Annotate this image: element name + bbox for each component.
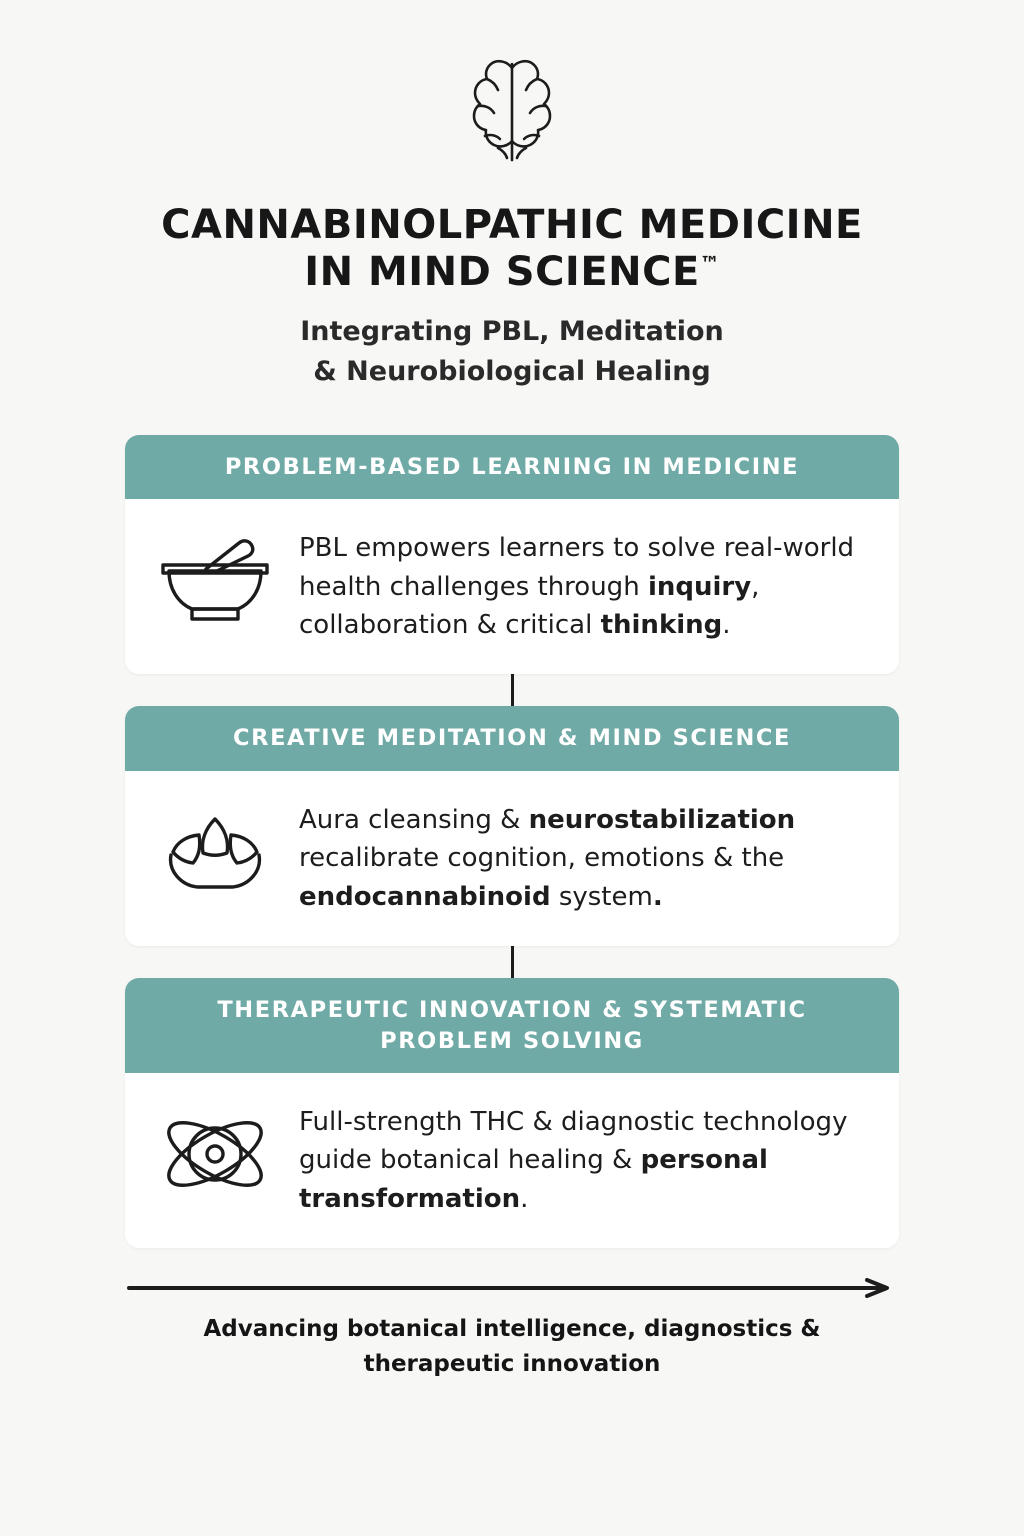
brain-icon	[458, 52, 566, 172]
card-header: PROBLEM-BASED LEARNING IN MEDICINE	[125, 435, 899, 499]
title-line-2	[161, 249, 863, 296]
card-problem-based-learning	[125, 435, 899, 675]
mortar-and-pestle-icon	[155, 525, 275, 635]
card-creative-meditation	[125, 706, 899, 946]
connector-line	[511, 946, 514, 978]
card-text: PBL empowers learners to solve real-world health challenges through inquiry, collaboration & critical thinking.	[299, 533, 855, 640]
title-line-2-text: IN MIND SCIENCE	[304, 249, 700, 296]
connector-line	[511, 674, 514, 706]
subtitle-line-1: Integrating PBL, Meditation	[300, 316, 724, 348]
card-body	[125, 499, 899, 674]
footer	[125, 1278, 899, 1381]
atom-icon	[155, 1099, 275, 1209]
card-body	[125, 771, 899, 946]
card-stack	[125, 435, 899, 1249]
lotus-icon	[155, 797, 275, 907]
footer-caption: Advancing botanical intelligence, diagnostics & therapeutic innovation	[203, 1316, 821, 1377]
card-header: THERAPEUTIC INNOVATION & SYSTEMATIC PROBLEM SOLVING	[125, 978, 899, 1073]
card-header: CREATIVE MEDITATION & MIND SCIENCE	[125, 706, 899, 770]
title-line-1: CANNABINOLPATHIC MEDICINE	[161, 202, 863, 248]
page-title	[161, 202, 863, 296]
right-arrow-icon	[125, 1278, 899, 1298]
card-text: Full-strength THC & diagnostic technology guide botanical healing & personal transformation.	[299, 1106, 848, 1214]
card-body	[125, 1073, 899, 1248]
card-text: Aura cleansing & neurostabilization recalibrate cognition, emotions & the endocannabinoid system.	[299, 804, 796, 912]
trademark-symbol: ™	[699, 251, 720, 276]
card-therapeutic-innovation	[125, 978, 899, 1248]
page-subtitle	[300, 312, 724, 390]
subtitle-line-2: & Neurobiological Healing	[313, 355, 711, 387]
